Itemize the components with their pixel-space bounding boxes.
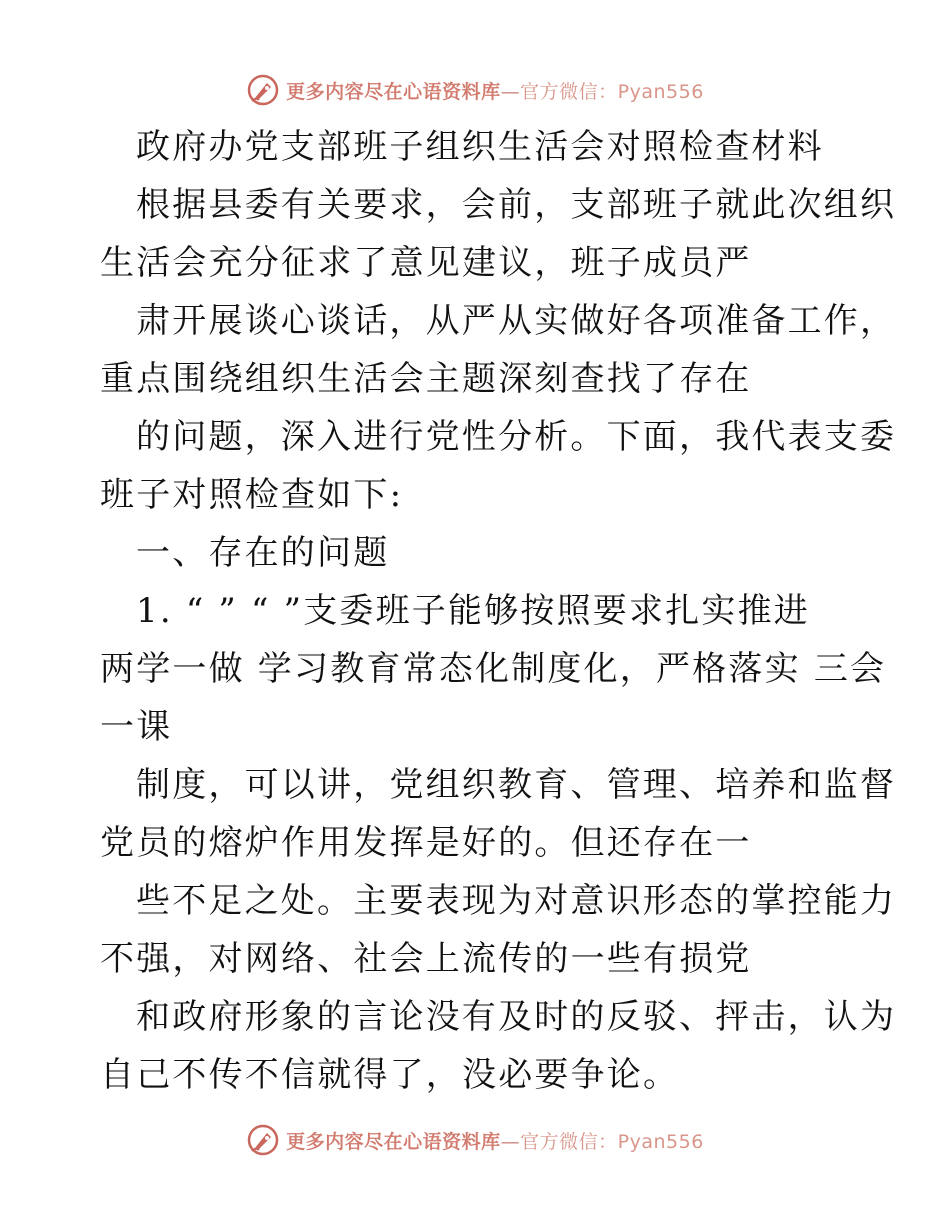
paragraph-line: 一课 — [100, 707, 173, 747]
watermark-text — [286, 1127, 704, 1154]
document-body — [100, 118, 897, 1104]
watermark-main: 更多内容尽在心语资料库 — [286, 80, 501, 103]
paragraph-line: 的问题，深入进行党性分析。下面，我代表支委 — [136, 417, 897, 457]
paragraph-line: 和政府形象的言论没有及时的反驳、抨击，认为 — [136, 997, 897, 1037]
watermark-text — [286, 77, 704, 104]
paragraph-line: 1. “ ” “ ”支委班子能够按照要求扎实推进 — [136, 591, 810, 631]
paragraph-line: 不强，对网络、社会上流传的一些有损党 — [100, 939, 752, 979]
paragraph-line: 制度，可以讲，党组织教育、管理、培养和监督 — [136, 765, 897, 805]
header-watermark — [0, 72, 950, 108]
paragraph-line: 重点围绕组织生活会主题深刻查找了存在 — [100, 359, 752, 399]
paragraph-line: 生活会充分征求了意见建议，班子成员严 — [100, 243, 752, 283]
paragraph-line: 班子对照检查如下: — [100, 475, 404, 515]
paragraph-line: 根据县委有关要求，会前，支部班子就此次组织 — [136, 185, 897, 225]
watermark-separator: — — [500, 1130, 521, 1153]
paragraph-line: 自己不传不信就得了，没必要争论。 — [100, 1055, 680, 1095]
watermark-suffix: 官方微信：Pyan556 — [520, 80, 704, 103]
paragraph-line: 肃开展谈心谈话，从严从实做好各项准备工作， — [136, 301, 897, 341]
section-heading: 一、存在的问题 — [136, 533, 390, 573]
paragraph-line: 两学一做 学习教育常态化制度化，严格落实 三会 — [100, 649, 887, 689]
paragraph-line: 党员的熔炉作用发挥是好的。但还存在一 — [100, 823, 752, 863]
watermark-suffix: 官方微信：Pyan556 — [520, 1130, 704, 1153]
watermark-main: 更多内容尽在心语资料库 — [286, 1130, 501, 1153]
pen-nib-logo-icon — [246, 1123, 280, 1157]
watermark-separator: — — [500, 80, 521, 103]
document-title: 政府办党支部班子组织生活会对照检查材料 — [136, 127, 824, 167]
paragraph-line: 些不足之处。主要表现为对意识形态的掌控能力 — [136, 881, 897, 921]
footer-watermark — [0, 1122, 950, 1158]
pen-nib-logo-icon — [246, 73, 280, 107]
